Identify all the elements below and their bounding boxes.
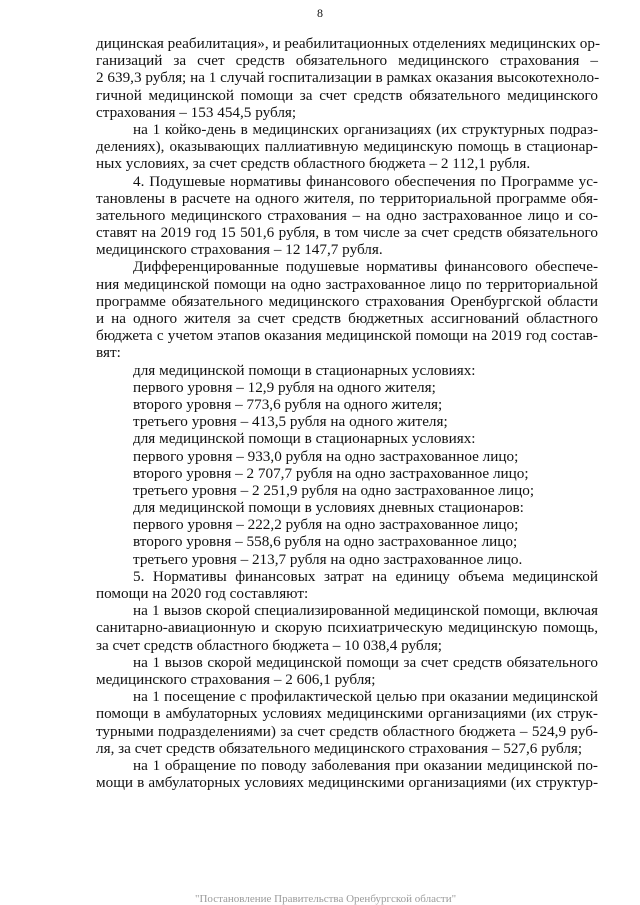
text-line: на 1 вызов скорой специализированной медицинской помощи, включая [133,602,598,620]
text-line: ния медицинской помощи на одно застрахованное лицо по территориальной [96,275,598,293]
text-line: дицинская реабилитация», и реабилитационных отделениях медицинских ор- [96,35,600,52]
text-line: 2 639,3 рубля; на 1 случай госпитализации в рамках оказания высокотехноло- [96,69,600,87]
text-line: гичной медицинской помощи за счет средств обязательного медицинского [96,86,598,104]
text-line: страхования – 153 454,5 рубля; [96,103,297,121]
text-line: на 1 обращение по поводу заболевания при оказании медицинской по- [133,756,598,774]
text-line: медицинского страхования – 2 606,1 рубля; [96,670,376,688]
text-line: третьего уровня – 213,7 рубля на одно застрахованное лицо. [133,550,523,568]
text-line: зательного медицинского страхования – на одно застрахованное лицо и со- [96,206,598,224]
text-line: санитарно-авиационную и скорую психиатрическую медицинскую помощь, [96,619,598,637]
text-line: первого уровня – 222,2 рубля на одно застрахованное лицо; [133,516,519,534]
text-line: на 1 вызов скорой медицинской помощи за счет средств обязательного [133,653,598,671]
text-line: вят: [96,344,121,362]
text-line: помощи в амбулаторных условиях медицинскими организациями (их струк- [96,705,598,723]
text-line: бюджета с учетом этапов оказания медицинской помощи на 2019 год состав- [96,327,598,345]
page-number: 8 [317,6,323,20]
text-line: второго уровня – 773,6 рубля на одного жителя; [133,395,443,413]
text-line: 5. Нормативы финансовых затрат на единицу объема медицинской [133,567,598,585]
text-line: для медицинской помощи в стационарных условиях: [133,430,476,448]
text-line: делениях), оказывающих паллиативную медицинскую помощь в стационар- [96,138,598,156]
text-line: и на одного жителя за счет средств бюджетных ассигнований областного [96,310,598,327]
text-line: 4. Подушевые нормативы финансового обеспечения по Программе ус- [133,172,598,190]
text-line: на 1 койко-день в медицинских организациях (их структурных подраз- [133,120,598,138]
text-line: для медицинской помощи в условиях дневных стационаров: [133,499,524,517]
text-line: третьего уровня – 2 251,9 рубля на одно застрахованное лицо; [133,481,535,499]
text-line: тановлены в расчете на одного жителя, по территориальной программе обя- [96,189,598,207]
text-line: второго уровня – 2 707,7 рубля на одно застрахованное лицо; [133,464,529,482]
text-line: третьего уровня – 413,5 рубля на одного жителя; [133,413,448,431]
text-line: ных условиях, за счет средств областного бюджета – 2 112,1 рубля. [96,155,531,173]
text-line: Дифференцированные подушевые нормативы финансового обеспече- [133,258,598,276]
text-line: за счет средств областного бюджета – 10 038,4 рубля; [96,636,443,654]
text-line: для медицинской помощи в стационарных условиях: [133,361,476,379]
text-line: первого уровня – 12,9 рубля на одного жителя; [133,378,436,396]
document-body [96,35,598,791]
text-line: ля, за счет средств обязательного медицинского страхования – 527,6 рубля; [96,739,583,757]
text-line: программе обязательного медицинского страхования Оренбургской области [96,292,598,310]
text-line: ганизаций за счет средств обязательного медицинского страхования – [96,52,598,70]
text-line: на 1 посещение с профилактической целью при оказании медицинской [133,688,598,706]
text-line: второго уровня – 558,6 рубля на одно застрахованное лицо; [133,533,518,551]
footer-fragment: "Постановление Правительства Оренбургской области" [195,893,457,905]
text-line: помощи на 2020 год составляют: [96,585,309,602]
text-line: мощи в амбулаторных условиях медицинскими организациями (их структур- [96,774,598,792]
text-line: медицинского страхования – 12 147,7 рубля. [96,241,383,259]
text-line: ставят на 2019 год 15 501,6 рубля, в том числе за счет средств обязательного [96,224,598,242]
text-line: турными подразделениями) за счет средств областного бюджета – 524,9 руб- [96,722,598,740]
text-line: первого уровня – 933,0 рубля на одно застрахованное лицо; [133,447,519,465]
